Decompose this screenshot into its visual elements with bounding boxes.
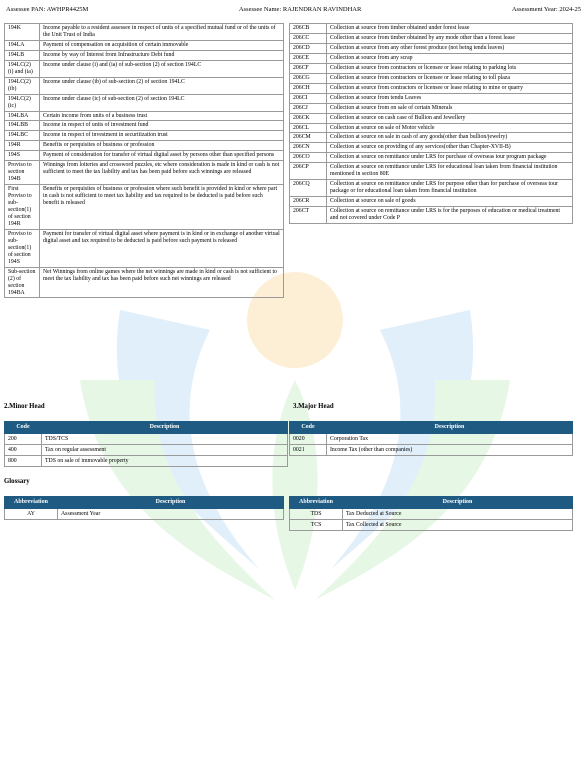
cell-description: Collection at source from timber obtained under forest lease (327, 24, 573, 34)
page-header (6, 3, 581, 15)
table-row (5, 60, 284, 77)
cell-description: Collection at source on remittance under LRS for educational loan taken from financial institution mentioned in section 80E (327, 163, 573, 180)
assessment-year: Assessment Year: 2024-25 (511, 5, 581, 13)
cell-code: 206CQ (290, 180, 327, 197)
cell-description: Benefits or perquisites of business or profession (40, 141, 284, 151)
cell-code: Sub-section (2) of section 194BA (5, 267, 40, 298)
column-header-description: Description (327, 422, 573, 434)
cell-description: Collection at source from contractors or licensee or lease relating to parking lots (327, 63, 573, 73)
cell-description: Income under clause (ib) of sub-section (2) of section 194LC (40, 77, 284, 94)
table-row (5, 456, 288, 467)
table-row (5, 434, 288, 445)
cell-code: 194LB (5, 50, 40, 60)
cell-description: Collection at source on cash case of Bullion and Jewellery (327, 113, 573, 123)
minor-head-table (4, 421, 288, 467)
cell-description: Tax Collected at Source (343, 520, 573, 531)
cell-code: 194LA (5, 40, 40, 50)
cell-description: Income under clause (i) and (ia) of sub-section (2) of section 194LC (40, 60, 284, 77)
cell-description: Income under clause (ic) of sub-section (2) of section 194LC (40, 94, 284, 111)
cell-description: Collection at source on sale of Motor vehicle (327, 123, 573, 133)
cell-description: Collection at source from contractors or licensee or lease relating to toll plaza (327, 73, 573, 83)
cell-code: Proviso to section 194B (5, 161, 40, 185)
cell-code: 206CO (290, 153, 327, 163)
table-row (290, 83, 573, 93)
table-row (5, 77, 284, 94)
cell-code: 206CE (290, 53, 327, 63)
table-header-row (5, 497, 284, 509)
cell-description: Assessment Year (58, 509, 284, 520)
cell-code: 194LC(2)(ic) (5, 94, 40, 111)
major-head-title: 3.Major Head (293, 403, 334, 410)
cell-code: 206CR (290, 197, 327, 207)
table-row (290, 445, 573, 456)
cell-code: 194LBC (5, 131, 40, 141)
table-row (290, 43, 573, 53)
table-row (290, 153, 573, 163)
cell-description: Collection at source on sale of goods (327, 197, 573, 207)
cell-description: Collection at source on remittance under LRS for purpose other than for purchase of overseas tour package or for educational loan taken from financial institution (327, 180, 573, 197)
cell-description: Certain income from units of a business trust (40, 111, 284, 121)
cell-abbr: AY (5, 509, 58, 520)
cell-description: Income in respect of units of investment fund (40, 121, 284, 131)
table-row (5, 24, 284, 41)
table-row (290, 93, 573, 103)
cell-description: Corporation Tax (327, 434, 573, 445)
column-header-abbreviation: Abbreviation (290, 497, 343, 509)
table-row (290, 520, 573, 531)
cell-description: Collection at source on providing of any services(other than Chapter-XVII-B) (327, 143, 573, 153)
table-row (5, 509, 284, 520)
table-row (290, 73, 573, 83)
table-row (5, 267, 284, 298)
table-row (290, 163, 573, 180)
table-row (5, 229, 284, 267)
assessee-pan: Assessee PAN: AWHPR4425M (6, 5, 89, 13)
cell-description: Collection at source from tendu Leaves (327, 93, 573, 103)
table-row (290, 123, 573, 133)
cell-code: 206CT (290, 207, 327, 224)
cell-code: 0021 (290, 445, 327, 456)
cell-code: 206CJ (290, 103, 327, 113)
glossary-table-left (4, 496, 284, 520)
cell-description: Income in respect of investment in securitization trust (40, 131, 284, 141)
cell-code: 200 (5, 434, 42, 445)
table-row (290, 434, 573, 445)
table-row (290, 207, 573, 224)
table-row (5, 111, 284, 121)
table-row (5, 141, 284, 151)
cell-description: Tax on regular assessment (42, 445, 288, 456)
cell-code: 194S (5, 151, 40, 161)
cell-code: 206CM (290, 133, 327, 143)
table-row (5, 40, 284, 50)
table-row (5, 121, 284, 131)
table-row (290, 53, 573, 63)
cell-code: 194LC(2)(i) and (ia) (5, 60, 40, 77)
cell-code: 194LBB (5, 121, 40, 131)
cell-code: 206CH (290, 83, 327, 93)
cell-code: 206CI (290, 93, 327, 103)
section-code-table-right (289, 23, 573, 224)
cell-code: 194K (5, 24, 40, 41)
cell-description: Collection at source on remittance under LRS is for the purposes of education or medical treatment and not covered under Code P (327, 207, 573, 224)
table-row (290, 180, 573, 197)
cell-abbr: TCS (290, 520, 343, 531)
watermark-green-arc (80, 380, 275, 600)
table-row (290, 103, 573, 113)
cell-description: Income by way of Interest from Infrastructure Debt fund (40, 50, 284, 60)
cell-description: Collection at source from any scrap (327, 53, 573, 63)
column-header-description: Description (343, 497, 573, 509)
cell-abbr: TDS (290, 509, 343, 520)
cell-code: 206CP (290, 163, 327, 180)
table-row (5, 151, 284, 161)
cell-description: Collection at source from on sale of certain Minerals (327, 103, 573, 113)
cell-code: 0020 (290, 434, 327, 445)
cell-description: Payment of consideration for transfer of virtual digital asset by persons other than specified persons (40, 151, 284, 161)
major-head-table (289, 421, 573, 456)
table-row (290, 509, 573, 520)
cell-code: 194LBA (5, 111, 40, 121)
cell-description: Collection at source from timber obtained by any mode other than a forest lease (327, 33, 573, 43)
table-row (5, 185, 284, 230)
table-header-row (290, 497, 573, 509)
column-header-description: Description (58, 497, 284, 509)
glossary-table-right (289, 496, 573, 531)
assessee-name: Assessee Name: RAJENDRAN RAVINDHAR (238, 5, 362, 13)
cell-code: 206CD (290, 43, 327, 53)
table-row (5, 445, 288, 456)
table-row (5, 131, 284, 141)
cell-description: Tax Deducted at Source (343, 509, 573, 520)
column-header-description: Description (42, 422, 288, 434)
table-row (5, 94, 284, 111)
cell-description: Collection at source on sale in cash of any goods(other than bullion/jewelry) (327, 133, 573, 143)
table-row (290, 197, 573, 207)
cell-code: 194R (5, 141, 40, 151)
cell-description: Income payable to a resident assessee in respect of units of a specified mutual fund or of the units of the Unit Trust of India (40, 24, 284, 41)
minor-head-title: 2.Minor Head (4, 403, 45, 410)
cell-description: Winnings from lotteries and crossword puzzles, etc where consideration is made in kind or cash is not sufficient to meet the tax liability and tax has been paid before such winnings are released (40, 161, 284, 185)
glossary-title: Glossary (4, 478, 30, 485)
table-header-row (290, 422, 573, 434)
column-header-code: Code (5, 422, 42, 434)
cell-description: Benefits or perquisites of business or profession where such benefit is provided in kind or where part in cash is not sufficient to meet tax liability and tax required to be deducted is paid before such benefit is released (40, 185, 284, 230)
cell-code: 206CN (290, 143, 327, 153)
table-row (290, 33, 573, 43)
cell-description: Payment for transfer of virtual digital asset where payment is in kind or in exchange of another virtual digital asset and tax required to be deducted is paid before such payment is released (40, 229, 284, 267)
cell-code: First Proviso to sub-section(1) of section 194R (5, 185, 40, 230)
table-row (290, 63, 573, 73)
table-header-row (5, 422, 288, 434)
cell-code: 206CG (290, 73, 327, 83)
cell-code: 194LC(2)(ib) (5, 77, 40, 94)
cell-code: 206CB (290, 24, 327, 34)
cell-description: Income Tax (other than companies) (327, 445, 573, 456)
cell-code: 206CL (290, 123, 327, 133)
cell-description: Payment of compensation on acquisition of certain immovable (40, 40, 284, 50)
cell-code: 206CK (290, 113, 327, 123)
cell-description: TDS/TCS (42, 434, 288, 445)
cell-code: Proviso to sub-section(1) of section 194S (5, 229, 40, 267)
column-header-abbreviation: Abbreviation (5, 497, 58, 509)
cell-code: 400 (5, 445, 42, 456)
cell-description: Net Winnings from online games where the net winnings are made in kind or cash is not sufficient to meet the tax liability and tax has been paid before such net winnings are released (40, 267, 284, 298)
table-row (290, 24, 573, 34)
cell-code: 206CF (290, 63, 327, 73)
table-row (290, 143, 573, 153)
table-row (5, 50, 284, 60)
table-row (290, 133, 573, 143)
cell-description: Collection at source from any other forest produce (not being tendu leaves) (327, 43, 573, 53)
table-row (5, 161, 284, 185)
cell-description: Collection at source on remittance under LRS for purchase of overseas tour program package (327, 153, 573, 163)
cell-description: Collection at source from contractors or licensee or lease relating to mine or quarry (327, 83, 573, 93)
cell-code: 800 (5, 456, 42, 467)
table-row (290, 113, 573, 123)
cell-code: 206CC (290, 33, 327, 43)
cell-description: TDS on sale of immovable property (42, 456, 288, 467)
watermark-center-leaf (272, 380, 317, 590)
watermark-green-arc-right (315, 380, 510, 600)
section-code-table-left (4, 23, 284, 298)
column-header-code: Code (290, 422, 327, 434)
